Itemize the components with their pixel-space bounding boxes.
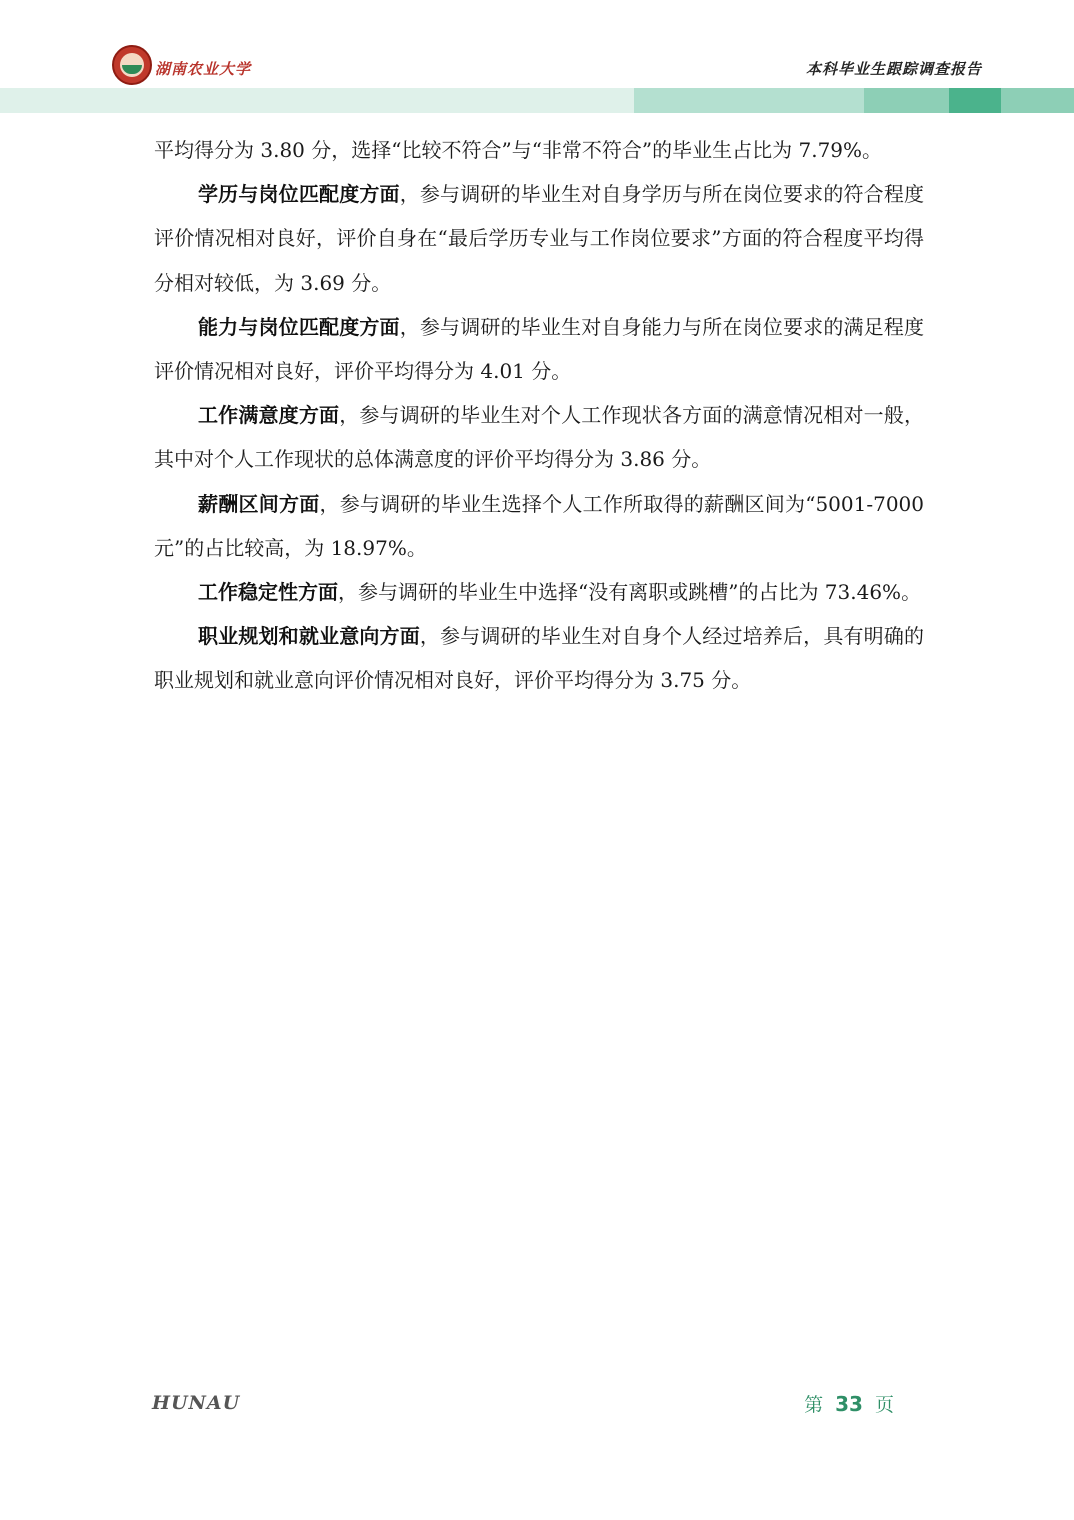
paragraph-heading: 职业规划和就业意向方面 xyxy=(198,624,420,649)
header-band-accent xyxy=(949,88,1001,113)
paragraph-5: 薪酬区间方面，参与调研的毕业生选择个人工作所取得的薪酬区间为“5001-7000 元”的占比较高，为 18.97%。 xyxy=(154,491,925,560)
paragraph-heading: 学历与岗位匹配度方面 xyxy=(198,182,400,207)
header-band-mid xyxy=(634,88,864,113)
paragraph-2: 学历与岗位匹配度方面，参与调研的毕业生对自身学历与所在岗位要求的符合程度评价情况相对良好，评价自身在“最后学历专业与工作岗位要求”方面的符合程度平均得分相对较低，为 3.69 分。 xyxy=(154,182,925,295)
paragraph-4: 工作满意度方面，参与调研的毕业生对个人工作现状各方面的满意情况相对一般，其中对个人工作现状的总体满意度的评价平均得分为 3.86 分。 xyxy=(154,403,925,472)
footer-logo: HUNAU xyxy=(152,1392,241,1414)
paragraph-heading: 工作满意度方面 xyxy=(198,403,340,428)
paragraph-1: 平均得分为 3.80 分，选择“比较不符合”与“非常不符合”的毕业生占比为 7.79%。 xyxy=(154,138,883,162)
university-name: 湖南农业大学 xyxy=(155,60,252,78)
body-text xyxy=(154,128,924,703)
paragraph-heading: 工作稳定性方面 xyxy=(198,580,338,605)
paragraph-3: 能力与岗位匹配度方面，参与调研的毕业生对自身能力与所在岗位要求的满足程度评价情况相对良好，评价平均得分为 4.01 分。 xyxy=(154,314,925,384)
header-band-end xyxy=(1001,88,1074,113)
header-band-teal xyxy=(864,88,949,113)
header-band-light xyxy=(0,88,634,113)
page-suffix: 页 xyxy=(874,1394,894,1416)
paragraph-heading: 能力与岗位匹配度方面 xyxy=(198,314,400,339)
page-number xyxy=(804,1390,894,1417)
paragraph-7: 职业规划和就业意向方面，参与调研的毕业生对自身个人经过培养后，具有明确的职业规划和就业意向评价情况相对良好，评价平均得分为 3.75 分。 xyxy=(154,624,925,693)
university-seal-icon xyxy=(112,45,152,85)
page-prefix: 第 xyxy=(804,1394,824,1416)
paragraph-heading: 薪酬区间方面 xyxy=(198,491,320,516)
report-title: 本科毕业生跟踪调查报告 xyxy=(805,60,982,78)
page-number-value: 33 xyxy=(835,1392,863,1416)
paragraph-6: 工作稳定性方面，参与调研的毕业生中选择“没有离职或跳槽”的占比为 73.46%。 xyxy=(198,580,922,605)
page-header xyxy=(0,0,1074,115)
